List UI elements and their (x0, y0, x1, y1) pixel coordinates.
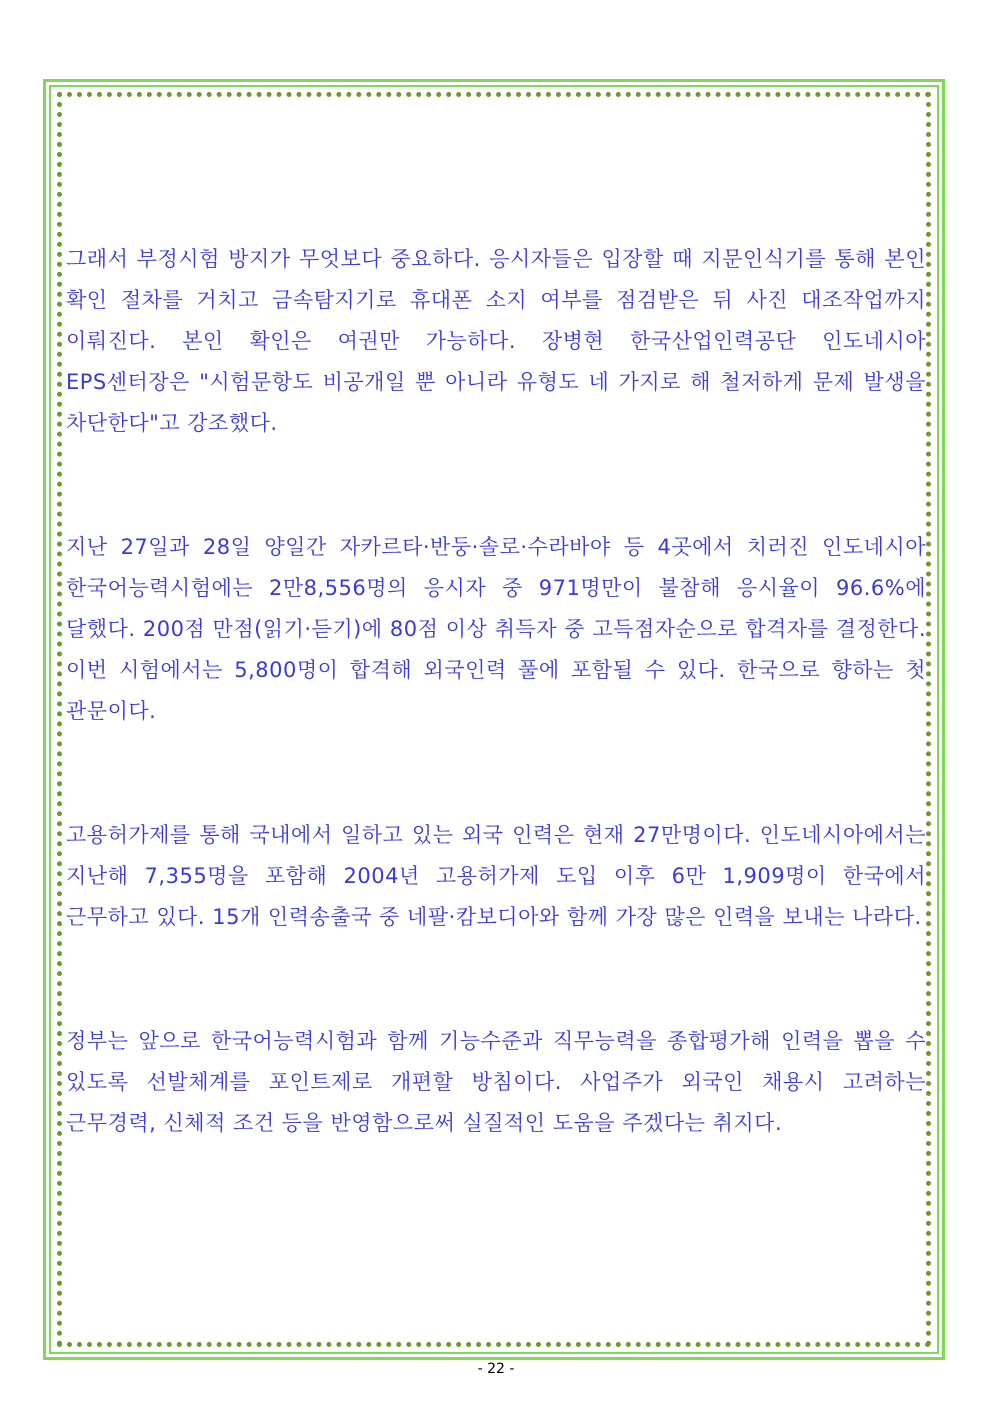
paragraph-foreign-workforce: 고용허가제를 통해 국내에서 일하고 있는 외국 인력은 현재 27만명이다. 인도네시아에서는 지난해 7,355명을 포함해 2004년 고용허가제 도입 이후 6만 1,909명이 한국에서 근무하고 있다. 15개 인력송출국 중 네팔·캄보디아와 함께 가장 많은 인력을 보내는 나라다. (66, 823, 926, 929)
paragraph-government-plan: 정부는 앞으로 한국어능력시험과 함께 기능수준과 직무능력을 종합평가해 인력을 뽑을 수 있도록 선발체계를 포인트제로 개편할 방침이다. 사업주가 외국인 채용시 고려하는 근무경력, 신체적 조건 등을 반영함으로써 실질적인 도움을 주겠다는 취지다. (66, 1029, 926, 1135)
page-number: - 22 - (477, 1361, 515, 1377)
paragraph-exam-security: 그래서 부정시험 방지가 무엇보다 중요하다. 응시자들은 입장할 때 지문인식기를 통해 본인 확인 절차를 거치고 금속탐지기로 휴대폰 소지 여부를 점검받은 뒤 사진 대조작업까지 이뤄진다. 본인 확인은 여권만 가능하다. 장병현 한국산업인력공단 인도네시아 EPS센터장은 "시험문항도 비공개일 뿐 아니라 유형도 네 가지로 해 철저하게 문제 발생을 차단한다"고 강조했다. (66, 247, 926, 435)
paragraph-exam-results: 지난 27일과 28일 양일간 자카르타·반둥·솔로·수라바야 등 4곳에서 치러진 인도네시아 한국어능력시험에는 2만8,556명의 응시자 중 971명만이 불참해 응시율이 96.6%에 달했다. 200점 만점(읽기·듣기)에 80점 이상 취득자 중 고득점자순으로 합격자를 결정한다. 이번 시험에서는 5,800명이 합격해 외국인력 풀에 포함될 수 있다. 한국으로 향하는 첫 관문이다. (66, 535, 926, 723)
article-body (66, 239, 926, 1144)
